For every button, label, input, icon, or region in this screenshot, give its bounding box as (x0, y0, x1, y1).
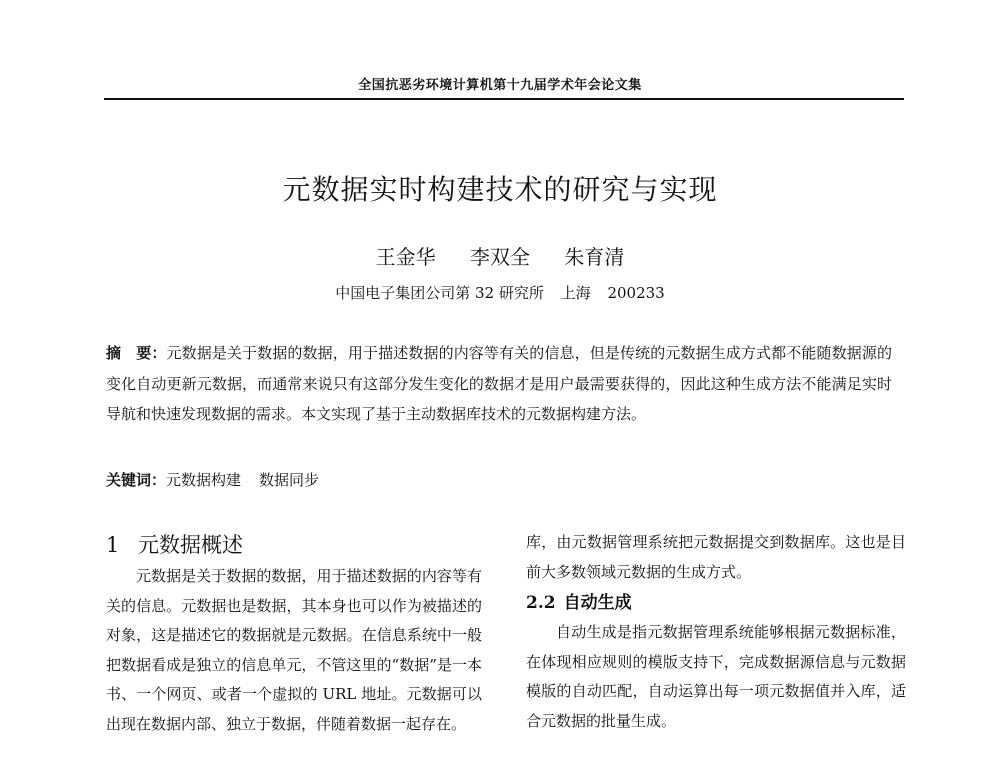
affiliation (0, 282, 1000, 303)
continuation-clip (526, 528, 906, 588)
running-header: 全国抗恶劣环境计算机第十九届学术年会论文集 (358, 78, 642, 93)
keywords-label: 关键词： (106, 471, 167, 489)
author-name: 王金华 (375, 245, 436, 269)
subsection-paragraph: 自动生成是指元数据管理系统能够根据元数据标准，在体现相应规则的模版支持下，完成数据源信息与元数据模版的自动匹配，自动运算出每一项元数据值并入库，适合元数据的批量生成。 (526, 623, 906, 730)
section-number: 1 (106, 533, 120, 557)
author-name: 朱育清 (564, 245, 625, 269)
affiliation-postcode: 200233 (607, 284, 665, 302)
keyword: 元数据构建 (166, 471, 242, 489)
keywords (106, 468, 892, 492)
affiliation-city: 上海 (560, 284, 591, 302)
left-column (106, 528, 482, 760)
affiliation-org: 中国电子集团公司第 32 研究所 (335, 284, 544, 302)
section-heading (106, 528, 482, 562)
section-paragraph: 元数据是关于数据的数据，用于描述数据的内容等有关的信息。元数据也是数据，其本身也可以作为被描述的对象，这是描述它的数据就是元数据。在信息系统中一般把数据看成是独立的信息单元，不管这里的“数据”是一本书、一个网页、或者一个虚拟的 URL 地址。元数据可以出现在数据内部、独立于数据，伴随着数据一起存在。 (106, 567, 482, 733)
section-title: 元数据概述 (138, 533, 243, 557)
abstract-text: 元数据是关于数据的数据，用于描述数据的内容等有关的信息，但是传统的元数据生成方式都不能随数据源的变化自动更新元数据，而通常来说只有这部分发生变化的数据才是用户最需要获得的，因此这种生成方法不能满足实时导航和快速发现数据的需求。本文实现了基于主动数据库技术的元数据构建方法。 (106, 344, 892, 423)
subsection-title: 自动生成 (563, 593, 632, 613)
subsection-body-clip (526, 618, 906, 758)
paper-title: 元数据实时构建技术的研究与实现 (282, 173, 718, 206)
abstract-label: 摘 要： (106, 344, 167, 362)
abstract (106, 338, 892, 430)
subsection-number: 2.2 (526, 593, 556, 613)
keyword: 数据同步 (259, 471, 320, 489)
header-rule (104, 98, 904, 100)
section-body-clip (106, 562, 482, 760)
author-name: 李双全 (470, 245, 530, 269)
author-list (0, 241, 1000, 270)
subsection-heading (526, 588, 906, 618)
right-column (526, 528, 906, 758)
continuation-paragraph: 库，由元数据管理系统把元数据提交到数据库。这也是目前大多数领域元数据的生成方式。 (526, 533, 906, 581)
